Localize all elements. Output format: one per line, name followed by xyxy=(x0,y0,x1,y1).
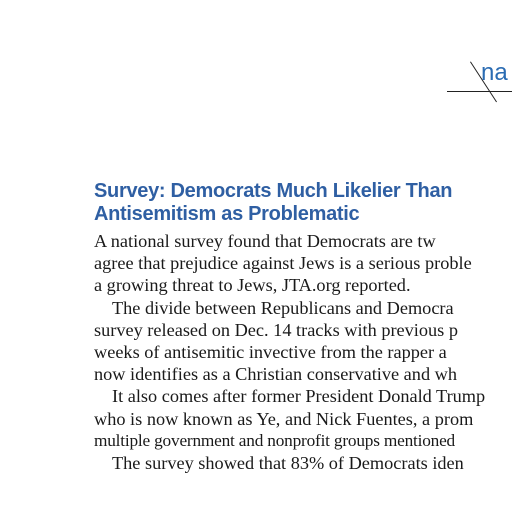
body-line: survey released on Dec. 14 tracks with previous p xyxy=(94,319,458,340)
body-line: The divide between Republicans and Democra xyxy=(112,297,454,318)
body-line: multiple government and nonprofit groups mentioned xyxy=(94,430,455,450)
headline-line: Antisemitism as Problematic xyxy=(94,203,360,225)
body-line: weeks of antisemitic invective from the rapper a xyxy=(94,342,447,363)
article-body xyxy=(94,230,512,474)
body-line: a growing threat to Jews, JTA.org reported. xyxy=(94,275,411,296)
article xyxy=(94,180,512,474)
section-header xyxy=(0,0,512,120)
horizontal-rule xyxy=(447,91,512,92)
body-line: It also comes after former President Donald Trump xyxy=(112,386,486,407)
body-line: A national survey found that Democrats are tw xyxy=(94,231,436,251)
headline-line: Survey: Democrats Much Likelier Than xyxy=(94,180,453,202)
body-line: now identifies as a Christian conservative and wh xyxy=(94,364,457,385)
body-line: who is now known as Ye, and Nick Fuentes, a prom xyxy=(94,408,474,429)
body-line: agree that prejudice against Jews is a serious proble xyxy=(94,253,472,274)
section-label: na xyxy=(481,59,508,86)
article-headline xyxy=(94,180,512,226)
body-line: The survey showed that 83% of Democrats iden xyxy=(112,453,464,474)
